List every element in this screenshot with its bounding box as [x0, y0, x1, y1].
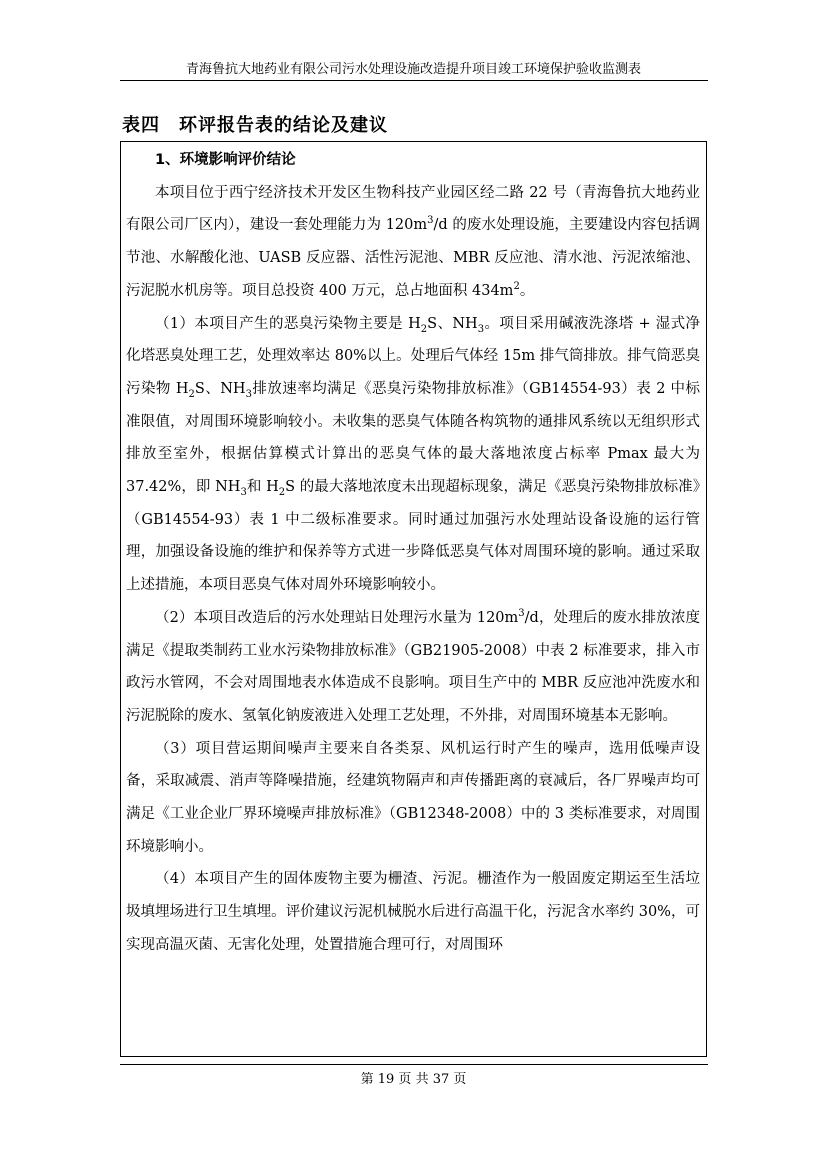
paragraph-intro: 本项目位于西宁经济技术开发区生物科技产业园区经二路 22 号（青海鲁抗大地药业有限公司厂区内），建设一套处理能力为 $120m^3/d$ 的废水处理设施，主要建设内容包括调节池、水解酸化池、UASB 反应器、活性污泥池、MBR 反应池、清水池、污泥浓缩池、污泥脱水机房等。项目总投资 400 万元，总占地面积 $434m^2$。: [126, 184, 700, 299]
paragraph-wastewater: （2）本项目改造后的污水处理站日处理污水量为 $120m^3/d$，处理后的废水排放浓度满足《提取类制药工业水污染物排放标准》（GB21905-2008）中表 2 标准要求，排入市政污水管网，不会对周围地表水体造成不良影响。项目生产中的 MBR 反应池冲洗废水和污泥脱除的废水、氢氧化钠废液进入处理工艺处理，不外排，对周围环境基本无影响。: [126, 608, 701, 724]
paragraph-odor: （1）本项目产生的恶臭污染物主要是 $H_2S$、$NH_3$。项目采用碱液洗涤塔 + 湿式净化塔恶臭处理工艺，处理效率达 80%以上。处理后气体经 15m 排气筒排放。排气筒恶臭污染物 $H_2S$、$NH_3$排放速率均满足《恶臭污染物排放标准》（GB14554-93）表 2 中标准限值，对周围环境影响较小。未收集的恶臭气体随各构筑物的通排风系统以无组织形式排放至室外，根据估算模式计算出的恶臭气体的最大落地浓度占标率 Pmax 最大为 37.42%，即 $NH_3$和 $H_2S$ 的最大落地浓度未出现超标现象，满足《恶臭污染物排放标准》（GB14554-93）表 1 中二级标准要求。同时通过加强污水处理站设备设施的运行管理，加强设备设施的维护和保养等方式进一步降低恶臭气体对周围环境的影响。通过采取上述措施，本项目恶臭气体对周外环境影响较小。: [126, 315, 700, 594]
paragraph-noise: （3）项目营运期间噪声主要来自各类泵、风机运行时产生的噪声，选用低噪声设备，采取减震、消声等降噪措施，经建筑物隔声和声传播距离的衰减后，各厂界噪声均可满足《工业企业厂界环境噪声排放标准》（GB12348-2008）中的 3 类标准要求，对周围环境影响小。: [126, 740, 700, 855]
page-number: 第 19 页 共 37 页: [360, 1072, 467, 1087]
page-header: 青海鲁抗大地药业有限公司污水处理设施改造提升项目竣工环境保护验收监测表: [185, 62, 641, 77]
section-heading: 1、环境影响评价结论: [155, 152, 296, 168]
table-title: 表四 环评报告表的结论及建议: [122, 115, 388, 136]
paragraph-solid-waste: （4）本项目产生的固体废物主要为栅渣、污泥。栅渣作为一般固废定期运至生活垃圾填埋场进行卫生填埋。评价建议污泥机械脱水后进行高温干化，污泥含水率约 30%，可实现高温灭菌、无害化处理，处置措施合理可行，对周围环: [126, 871, 700, 953]
header-divider: [120, 80, 708, 81]
content-box: [120, 141, 707, 1057]
content-body: [126, 144, 700, 962]
footer-divider: [120, 1064, 708, 1065]
